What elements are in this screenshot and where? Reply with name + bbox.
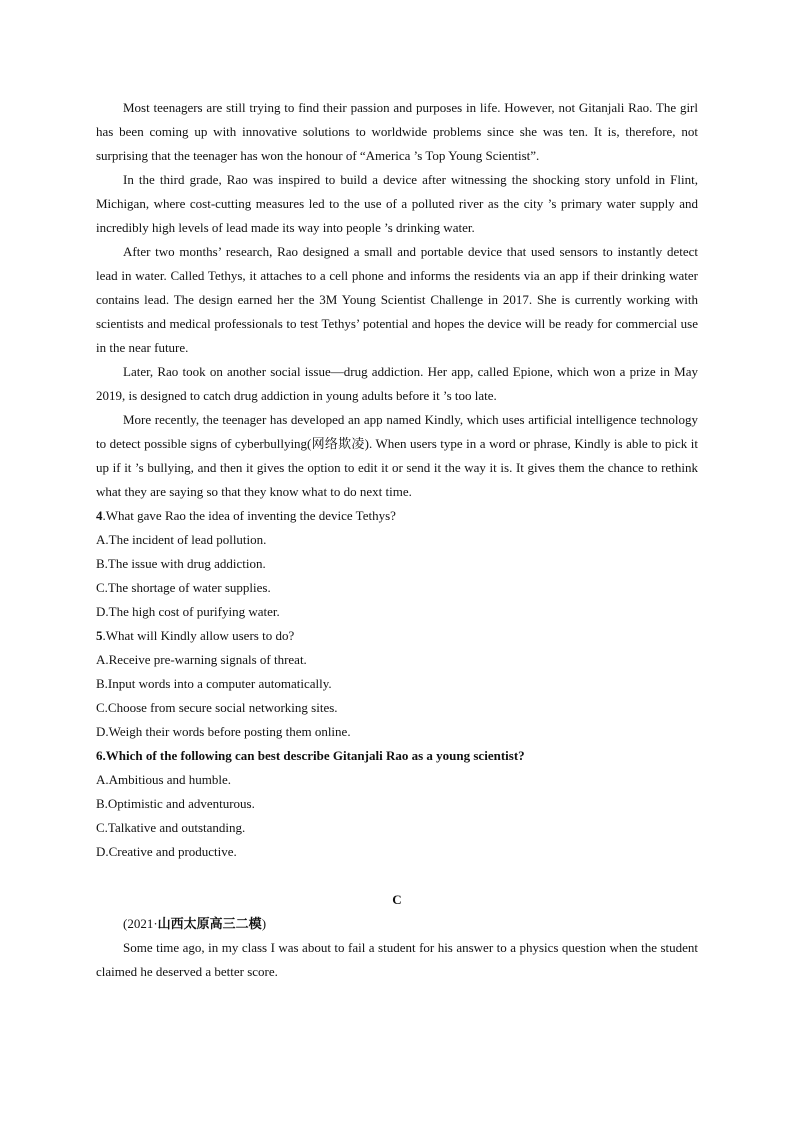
option-c: C.The shortage of water supplies. (96, 580, 271, 595)
question-number: 4 (96, 508, 103, 523)
passage-paragraph-2: In the third grade, Rao was inspired to build a device after witnessing the shocking story unfold in Flint, Michigan, where cost-cutting measures led to the use of a polluted river as the city ’s primary water supply and incredibly high levels of lead made its way into people ’s drinking water. (96, 172, 698, 235)
passage-paragraph-1: Most teenagers are still trying to find their passion and purposes in life. However, not Gitanjali Rao. The girl has been coming up with innovative solutions to worldwide problems since she was ten. It is, therefore, not surprising that the teenager has won the honour of “America ’s Top Young Scientist”. (96, 100, 698, 163)
passage-paragraph-5: More recently, the teenager has developed an app named Kindly, which uses artificial intelligence technology to detect possible signs of cyberbullying(网络欺凌). When users type in a word or phrase, Kindly is able to pick it up if it ’s bullying, and then it gives the option to edit it or send it the way it is. It gives them the chance to rethink what they are saying so that they know what to do next time. (96, 412, 698, 499)
passage-paragraph-3: After two months’ research, Rao designed a small and portable device that used sensors to instantly detect lead in water. Called Tethys, it attaches to a cell phone and informs the residents via an app if their drinking water contains lead. The design earned her the 3M Young Scientist Challenge in 2017. She is currently working with scientists and medical professionals to test Tethys’ potential and hopes the device will be ready for commercial use in the near future. (96, 244, 698, 355)
option-d: D.Weigh their words before posting them online. (96, 724, 351, 739)
source-exam: 山西太原高三二模 (157, 916, 262, 931)
question-6 (96, 744, 698, 864)
passage-paragraph-4: Later, Rao took on another social issue—drug addiction. Her app, called Epione, which won a prize in May 2019, is designed to catch drug addiction in young adults before it ’s too late. (96, 364, 698, 403)
question-stem (96, 504, 698, 528)
source-note (96, 912, 698, 936)
option-c: C.Choose from secure social networking sites. (96, 700, 338, 715)
question-number: 5 (96, 628, 103, 643)
question-text: .Which of the following can best describe Gitanjali Rao as a young scientist? (102, 748, 525, 763)
option-d: D.Creative and productive. (96, 844, 237, 859)
section-intro-paragraph: Some time ago, in my class I was about to fail a student for his answer to a physics question when the student claimed he deserved a better score. (96, 940, 698, 979)
source-prefix: (2021· (123, 916, 158, 931)
option-b: B.The issue with drug addiction. (96, 556, 266, 571)
question-number: 6 (96, 748, 103, 763)
option-d: D.The high cost of purifying water. (96, 604, 280, 619)
question-text: .What will Kindly allow users to do? (102, 628, 295, 643)
option-a: A.Ambitious and humble. (96, 772, 232, 787)
question-stem (96, 624, 698, 648)
option-c: C.Talkative and outstanding. (96, 820, 246, 835)
question-text: .What gave Rao the idea of inventing the device Tethys? (102, 508, 396, 523)
option-a: A.Receive pre-warning signals of threat. (96, 652, 307, 667)
option-b: B.Input words into a computer automatically. (96, 676, 332, 691)
section-heading: C (392, 892, 402, 907)
question-5 (96, 624, 698, 744)
document-content (96, 96, 698, 984)
option-b: B.Optimistic and adventurous. (96, 796, 255, 811)
question-stem (96, 744, 698, 768)
question-4 (96, 504, 698, 624)
option-a: A.The incident of lead pollution. (96, 532, 267, 547)
source-suffix: ) (261, 916, 267, 931)
